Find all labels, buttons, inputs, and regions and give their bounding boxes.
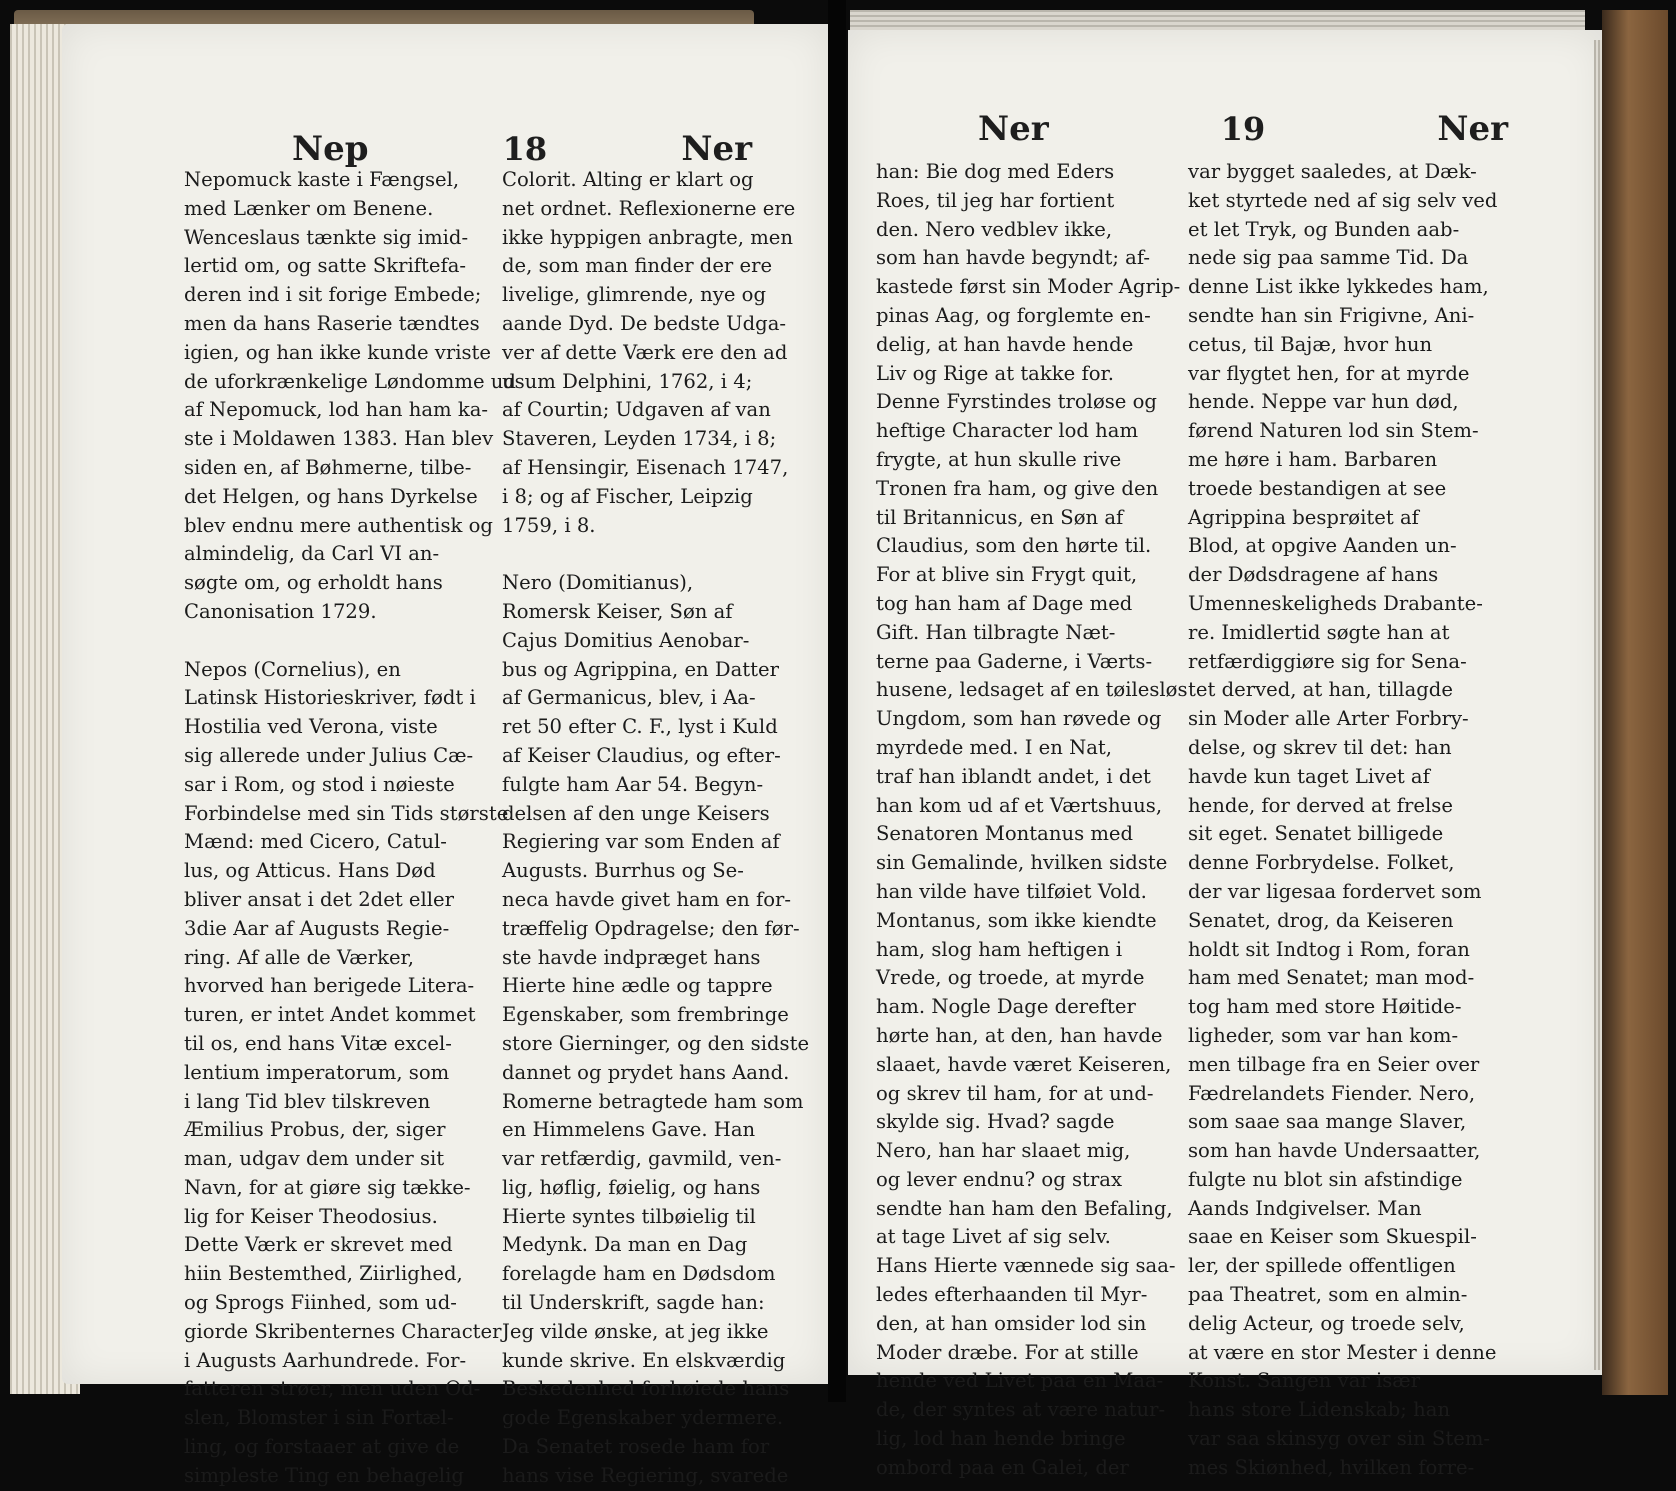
text-line: Cajus Domitius Aenobar- (502, 628, 750, 652)
text-line: sendte han sin Frigivne, Ani- (1188, 303, 1475, 327)
text-line: fatteren strøer, men uden Od- (184, 1377, 481, 1401)
left-page (62, 24, 828, 1487)
text-line: holdt sit Indtog i Rom, foran (1188, 937, 1470, 961)
text-line: For at blive sin Frygt quit, (876, 563, 1138, 587)
book-cover-right (1602, 10, 1668, 1395)
text-line: de uforkrænkelige Løndomme ud (184, 369, 516, 393)
text-line: i lang Tid blev tilskreven (184, 1089, 431, 1113)
right-page (848, 30, 1602, 1479)
text-line: Denne Fyrstindes troløse og (876, 390, 1157, 414)
text-line: Gift. Han tilbragte Næt- (876, 620, 1116, 644)
text-line: Senatet, drog, da Keiseren (1188, 908, 1454, 932)
text-line: kunde skrive. En elskværdig (502, 1348, 786, 1372)
book-gutter (828, 0, 846, 1402)
text-line: og Sprogs Fiinhed, som ud- (184, 1291, 457, 1315)
text-line: 3die Aar af Augusts Regie- (184, 916, 450, 940)
text-line: siden en, af Bøhmerne, tilbe- (184, 455, 472, 479)
text-line: Colorit. Alting er klart og (502, 168, 754, 191)
text-line: usum Delphini, 1762, i 4; (502, 369, 753, 393)
text-line: den. Nero vedblev ikke, (876, 217, 1113, 241)
text-line: Canonisation 1729. (184, 599, 377, 623)
page-number: 19 (1220, 110, 1266, 148)
text-line: me høre i ham. Barbaren (1188, 447, 1438, 471)
text-line: dannet og prydet hans Aand. (502, 1060, 790, 1084)
text-line: Romerne betragtede ham som (502, 1089, 804, 1113)
text-line: Roes, til jeg har fortient (876, 188, 1115, 212)
text-line: skylde sig. Hvad? sagde (876, 1110, 1115, 1134)
text-line: Fædrelandets Fiender. Nero, (1188, 1081, 1476, 1105)
text-line: Da Senatet rosede ham for (502, 1435, 770, 1459)
text-line: han: Bie dog med Eders (876, 160, 1115, 183)
text-line: turen, er intet Andet kommet (184, 1003, 476, 1027)
text-line: delsen af den unge Keisers (502, 801, 770, 825)
text-line: der Dødsdragene af hans (1188, 563, 1439, 587)
text-line: kastede først sin Moder Agrip- (876, 275, 1181, 299)
text-line: delse, og skrev til det: han (1188, 735, 1452, 759)
text-line: Hans Hierte vænnede sig saa- (876, 1254, 1176, 1278)
text-line: som saae saa mange Slaver, (1188, 1110, 1467, 1134)
text-line: traf han iblandt andet, i det (876, 764, 1151, 788)
text-line: Tronen fra ham, og give den (876, 476, 1159, 500)
text-line: fulgte ham Aar 54. Begyn- (502, 772, 764, 796)
paragraph-gap (502, 540, 807, 569)
right-page-header (978, 104, 1508, 154)
text-line: myrdede med. I en Nat, (876, 735, 1113, 759)
text-line: men tilbage fra en Seier over (1188, 1052, 1480, 1076)
text-line: et let Tryk, og Bunden aab- (1188, 217, 1460, 241)
text-line: Mænd: med Cicero, Catul- (184, 830, 447, 854)
text-line: var bygget saaledes, at Dæk- (1188, 160, 1477, 183)
left-page-column-2 (502, 166, 810, 1491)
text-line: blev endnu mere authentisk og (184, 513, 493, 537)
text-line: Wenceslaus tænkte sig imid- (184, 225, 469, 249)
text-line: Beskedenhed forhøiede hans (502, 1377, 790, 1401)
text-line: Hostilia ved Verona, viste (184, 715, 438, 739)
right-page-column-2 (1188, 158, 1498, 1483)
text-line: neca havde givet ham en for- (502, 887, 791, 911)
text-line: og lever endnu? og strax (876, 1167, 1123, 1191)
text-line: Staveren, Leyden 1734, i 8; (502, 427, 777, 451)
running-head-left: Nep (292, 129, 369, 169)
text-line: livelige, glimrende, nye og (502, 283, 767, 307)
text-line: frygte, at hun skulle rive (876, 447, 1122, 471)
text-line: der var ligesaa fordervet som (1188, 879, 1482, 903)
text-line: var retfærdig, gavmild, ven- (502, 1147, 782, 1171)
text-line: Hierte syntes tilbøielig til (502, 1204, 756, 1228)
text-line: pinas Aag, og forglemte en- (876, 303, 1151, 327)
text-line: mes Skiønhed, hvilken forre- (1188, 1455, 1475, 1479)
text-line: af Courtin; Udgaven af van (502, 398, 771, 422)
text-line: til Britannicus, en Søn af (876, 505, 1124, 529)
text-line: denne Forbrydelse. Folket, (1188, 851, 1455, 875)
text-line: de, som man finder der ere (502, 254, 773, 278)
text-line: retfærdiggiøre sig for Sena- (1188, 649, 1467, 673)
text-line: sin Gemalinde, hvilken sidste (876, 851, 1168, 875)
text-line: saae en Keiser som Skuespil- (1188, 1225, 1477, 1249)
text-line: tet derved, at han, tillagde (1188, 678, 1453, 702)
text-line: bliver ansat i det 2det eller (184, 887, 455, 911)
text-line: forelagde ham en Dødsdom (502, 1262, 776, 1286)
text-line: det Helgen, og hans Dyrkelse (184, 484, 478, 508)
text-line: de, der syntes at være natur- (876, 1398, 1166, 1422)
text-line: tog han ham af Dage med (876, 591, 1133, 615)
text-line: ombord paa en Galei, der (876, 1455, 1129, 1479)
text-line: nede sig paa samme Tid. Da (1188, 246, 1469, 270)
text-line: igien, og han ikke kunde vriste (184, 340, 492, 364)
text-line: hans store Lidenskab; han (1188, 1398, 1451, 1422)
text-line: slaaet, havde været Keiseren, (876, 1052, 1172, 1076)
text-line: store Gierninger, og den sidste (502, 1031, 810, 1055)
text-line: Claudius, som den hørte til. (876, 534, 1152, 558)
text-line: fulgte nu blot sin afstindige (1188, 1167, 1463, 1191)
text-line: delig, at han havde hende (876, 332, 1134, 356)
text-line: med Lænker om Benene. (184, 196, 434, 220)
text-line: lentium imperatorum, som (184, 1060, 450, 1084)
text-line: i 8; og af Fischer, Leipzig (502, 484, 753, 508)
right-page-column-1 (876, 158, 1188, 1483)
text-line: denne List ikke lykkedes ham, (1188, 275, 1489, 299)
text-line: ham med Senatet; man mod- (1188, 966, 1475, 990)
text-line: træffelig Opdragelse; den før- (502, 916, 800, 940)
text-line: Nepos (Cornelius), en (184, 657, 401, 681)
text-line: ket styrtede ned af sig selv ved (1188, 188, 1498, 212)
text-line: Blod, at opgive Aanden un- (1188, 534, 1457, 558)
text-line: den, at han omsider lod sin (876, 1311, 1147, 1335)
text-line: almindelig, da Carl VI an- (184, 542, 440, 566)
text-line: delig Acteur, og troede selv, (1188, 1311, 1465, 1335)
text-line: af Nepomuck, lod han ham ka- (184, 398, 489, 422)
text-line: var flygtet hen, for at myrde (1188, 361, 1470, 385)
text-line: ste havde indpræget hans (502, 945, 761, 969)
page-number: 18 (502, 130, 548, 168)
text-line: simpleste Ting en behagelig (184, 1463, 464, 1487)
text-line: ling, og forstaaer at give de (184, 1435, 460, 1459)
text-line: var saa skinsyg over sin Stem- (1188, 1427, 1491, 1451)
text-line: Liv og Rige at takke for. (876, 361, 1114, 385)
text-line: Jeg vilde ønske, at jeg ikke (502, 1319, 769, 1343)
text-line: Agrippina besprøitet af (1188, 505, 1419, 529)
running-head-left: Ner (978, 109, 1049, 149)
left-page-column-1 (184, 166, 516, 1491)
text-line: Dette Værk er skrevet med (184, 1233, 453, 1257)
text-line: førend Naturen lod sin Stem- (1188, 419, 1479, 443)
text-line: Medynk. Da man en Dag (502, 1233, 748, 1257)
text-line: husene, ledsaget af en tøilesløs (876, 678, 1188, 702)
text-line: Vrede, og troede, at myrde (876, 966, 1145, 990)
text-line: Ungdom, som han røvede og (876, 707, 1162, 731)
text-line: bus og Agrippina, en Datter (502, 657, 779, 681)
text-line: sar i Rom, og stod i nøieste (184, 772, 455, 796)
text-line: Nepomuck kaste i Fængsel, (184, 168, 460, 191)
text-line: Nero (Domitianus), (502, 571, 694, 595)
text-line: lig, høflig, føielig, og hans (502, 1175, 761, 1199)
text-line: Aands Indgivelser. Man (1188, 1196, 1422, 1220)
text-line: 1759, i 8. (502, 513, 596, 537)
text-line: sin Moder alle Arter Forbry- (1188, 707, 1469, 731)
text-line: af Germanicus, blev, i Aa- (502, 686, 756, 710)
text-line: Egenskaber, som frembringe (502, 1003, 789, 1027)
text-line: terne paa Gaderne, i Værts- (876, 649, 1153, 673)
text-line: ler, der spillede offentligen (1188, 1254, 1456, 1278)
text-line: gode Egenskaber ydermere. (502, 1406, 784, 1430)
text-line: i Augusts Aarhundrede. For- (184, 1348, 467, 1372)
text-line: Nero, han har slaaet mig, (876, 1139, 1131, 1163)
text-line: som han havde begyndt; af- (876, 246, 1151, 270)
text-line: ham, slog ham heftigen i (876, 937, 1123, 961)
text-line: en Himmelens Gave. Han (502, 1118, 756, 1142)
text-line: søgte om, og erholdt hans (184, 571, 443, 595)
text-line: lig, lod han hende bringe (876, 1427, 1126, 1451)
text-line: paa Theatret, som en almin- (1188, 1283, 1468, 1307)
text-line: Æmilius Probus, der, siger (184, 1118, 446, 1142)
text-line: af Hensingir, Eisenach 1747, (502, 455, 789, 479)
text-line: Umenneskeligheds Drabante- (1188, 591, 1483, 615)
running-head-right: Ner (681, 129, 752, 169)
text-line: ver af dette Værk ere den ad (502, 340, 788, 364)
text-line: giorde Skribenternes Character (184, 1319, 502, 1343)
text-line: og skrev til ham, for at und- (876, 1081, 1154, 1105)
text-line: ret 50 efter C. F., lyst i Kuld (502, 715, 778, 739)
text-line: lertid om, og satte Skriftefa- (184, 254, 467, 278)
text-line: ste i Moldawen 1383. Han blev (184, 427, 494, 451)
text-line: ham. Nogle Dage derefter (876, 995, 1136, 1019)
text-line: ring. Af alle de Værker, (184, 945, 414, 969)
text-line: hørte han, at den, han havde (876, 1023, 1163, 1047)
text-line: cetus, til Bajæ, hvor hun (1188, 332, 1433, 356)
text-line: Hierte hine ædle og tappre (502, 974, 773, 998)
text-line: ledes efterhaanden til Myr- (876, 1283, 1148, 1307)
text-line: ligheder, som var han kom- (1188, 1023, 1459, 1047)
text-line: aande Dyd. De bedste Udga- (502, 311, 786, 335)
text-line: hende. Neppe var hun død, (1188, 390, 1459, 414)
text-line: Navn, for at giøre sig tække- (184, 1175, 471, 1199)
text-line: han vilde have tilføiet Vold. (876, 879, 1147, 903)
text-line: Regiering var som Enden af (502, 830, 780, 854)
text-line: af Keiser Claudius, og efter- (502, 743, 781, 767)
text-line: tog ham med store Høitide- (1188, 995, 1462, 1019)
text-line: Augusts. Burrhus og Se- (502, 859, 744, 883)
text-line: Konst. Sangen var især (1188, 1369, 1421, 1393)
text-line: havde kun taget Livet af (1188, 764, 1430, 788)
text-line: hvorved han berigede Litera- (184, 974, 475, 998)
text-line: net ordnet. Reflexionerne ere (502, 196, 796, 220)
text-line: hiin Bestemthed, Ziirlighed, (184, 1262, 463, 1286)
text-line: sit eget. Senatet billigede (1188, 822, 1444, 846)
text-line: at være en stor Mester i denne (1188, 1340, 1497, 1364)
paragraph-gap (184, 627, 482, 656)
text-line: som han havde Undersaatter, (1188, 1139, 1481, 1163)
text-line: lus, og Atticus. Hans Død (184, 859, 436, 883)
text-line: Moder dræbe. For at stille (876, 1340, 1139, 1364)
text-line: Forbindelse med sin Tids største (184, 801, 509, 825)
text-line: hende, for derved at frelse (1188, 793, 1453, 817)
text-line: men da hans Raserie tændtes (184, 311, 480, 335)
text-line: sendte han ham den Befaling, (876, 1196, 1173, 1220)
text-line: slen, Blomster i sin Fortæl- (184, 1406, 454, 1430)
text-line: han kom ud af et Værtshuus, (876, 793, 1163, 817)
text-line: sig allerede under Julius Cæ- (184, 743, 474, 767)
text-line: lig for Keiser Theodosius. (184, 1204, 438, 1228)
text-line: hende ved Livet paa en Maa- (876, 1369, 1164, 1393)
text-line: Montanus, som ikke kiendte (876, 908, 1157, 932)
text-line: til os, end hans Vitæ excel- (184, 1031, 452, 1055)
text-line: re. Imidlertid søgte han at (1188, 620, 1450, 644)
text-line: Latinsk Historieskriver, født i (184, 686, 476, 710)
text-line: Senatoren Montanus med (876, 822, 1134, 846)
text-line: hans vise Regiering, svarede (502, 1463, 789, 1487)
running-head-right: Ner (1437, 109, 1508, 149)
text-line: deren ind i sit forige Embede; (184, 283, 482, 307)
text-line: ikke hyppigen anbragte, men (502, 225, 794, 249)
text-line: Romersk Keiser, Søn af (502, 599, 733, 623)
text-line: til Underskrift, sagde han: (502, 1291, 765, 1315)
text-line: at tage Livet af sig selv. (876, 1225, 1111, 1249)
text-line: troede bestandigen at see (1188, 476, 1447, 500)
text-line: heftige Character lod ham (876, 419, 1139, 443)
text-line: man, udgav dem under sit (184, 1147, 445, 1171)
